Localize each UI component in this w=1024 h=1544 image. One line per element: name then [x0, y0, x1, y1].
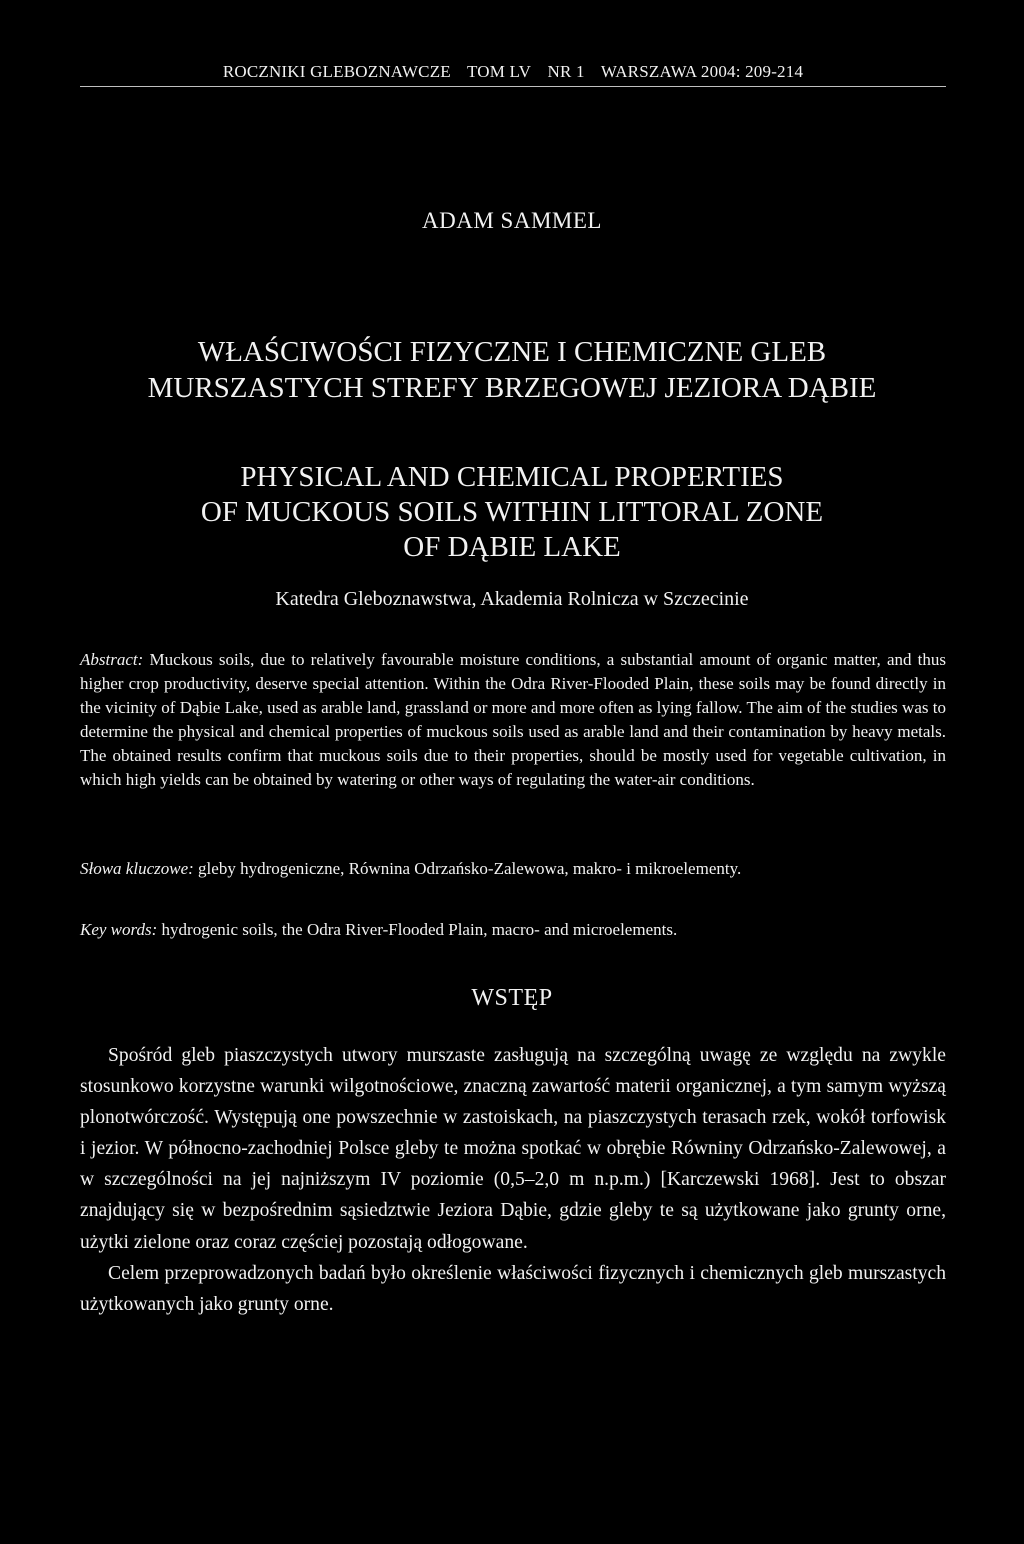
keywords-polish-text: gleby hydrogeniczne, Równina Odrzańsko-Zalewowa, makro- i mikroelementy.	[198, 859, 742, 878]
body-text	[80, 1040, 946, 1320]
keywords-english-text: hydrogenic soils, the Odra River-Flooded Plain, macro- and microelements.	[161, 920, 678, 939]
title-polish	[60, 334, 964, 406]
body-paragraph-1: Spośród gleb piaszczystych utwory murszaste zasługują na szczególną uwagę ze względu na zwykle stosunkowo korzystne warunki wilgotnościowe, znaczną zawartość materii organicznej, a tym samym wyższą plonotwórczość. Występują one powszechnie w zastoiskach, na piaszczystych terasach rzek, wokół torfowisk i jezior. W północno-zachodniej Polsce gleby te można spotkać w obrębie Równiny Odrzańsko-Zalewowej, a w szczególności na jej najniższym IV poziomie (0,5–2,0 m n.p.m.) [Karczewski 1968]. Jest to obszar znajdujący się w bezpośrednim sąsiedztwie Jeziora Dąbie, gdzie gleby te są użytkowane jako grunty orne, użytki zielone oraz coraz częściej pozostają odłogowane.	[80, 1045, 946, 1253]
section-heading: WSTĘP	[471, 985, 553, 1011]
abstract-label: Abstract:	[80, 650, 144, 669]
abstract-text: Muckous soils, due to relatively favourable moisture conditions, a substantial amount of organic matter, and thus higher crop productivity, deserve special attention. Within the Odra River-Flooded Plain, these soils may be found directly in the vicinity of Dąbie Lake, used as arable land, grassland or more and more often as lying fallow. The aim of the studies was to determine the physical and chemical properties of muckous soils used as arable land and their contamination by heavy metals. The obtained results confirm that muckous soils due to their properties, should be mostly used for vegetable cultivation, in which high yields can be obtained by watering or other ways of regulating the water-air conditions.	[80, 650, 947, 790]
body-paragraph-2: Celem przeprowadzonych badań było określenie właściwości fizycznych i chemicznych gleb murszastych użytkowanych jako grunty orne.	[80, 1262, 946, 1315]
title-english	[60, 460, 964, 565]
journal-issue: NR 1	[547, 62, 585, 81]
author-name: ADAM SAMMEL	[422, 208, 602, 233]
journal-volume: TOM LV	[467, 62, 532, 81]
running-header	[80, 62, 946, 82]
title-polish-line-1: WŁAŚCIWOŚCI FIZYCZNE I CHEMICZNE GLEB	[197, 336, 827, 368]
journal-name: ROCZNIKI GLEBOZNAWCZE	[222, 62, 451, 81]
keywords-polish-label: Słowa kluczowe:	[80, 859, 194, 878]
header-divider	[80, 86, 946, 87]
keywords-english	[80, 918, 946, 942]
keywords-polish	[80, 857, 946, 881]
abstract	[80, 648, 946, 793]
journal-place-year-pages: WARSZAWA 2004: 209-214	[600, 62, 804, 81]
affiliation: Katedra Gleboznawstwa, Akademia Rolnicza w Szczecinie	[275, 588, 749, 610]
keywords-english-label: Key words:	[80, 920, 158, 939]
title-english-line-1: PHYSICAL AND CHEMICAL PROPERTIES	[240, 461, 784, 493]
title-english-line-2: OF MUCKOUS SOILS WITHIN LITTORAL ZONE	[200, 496, 824, 528]
title-polish-line-2: MURSZASTYCH STREFY BRZEGOWEJ JEZIORA DĄBIE	[147, 372, 877, 404]
title-english-line-3: OF DĄBIE LAKE	[403, 531, 621, 563]
